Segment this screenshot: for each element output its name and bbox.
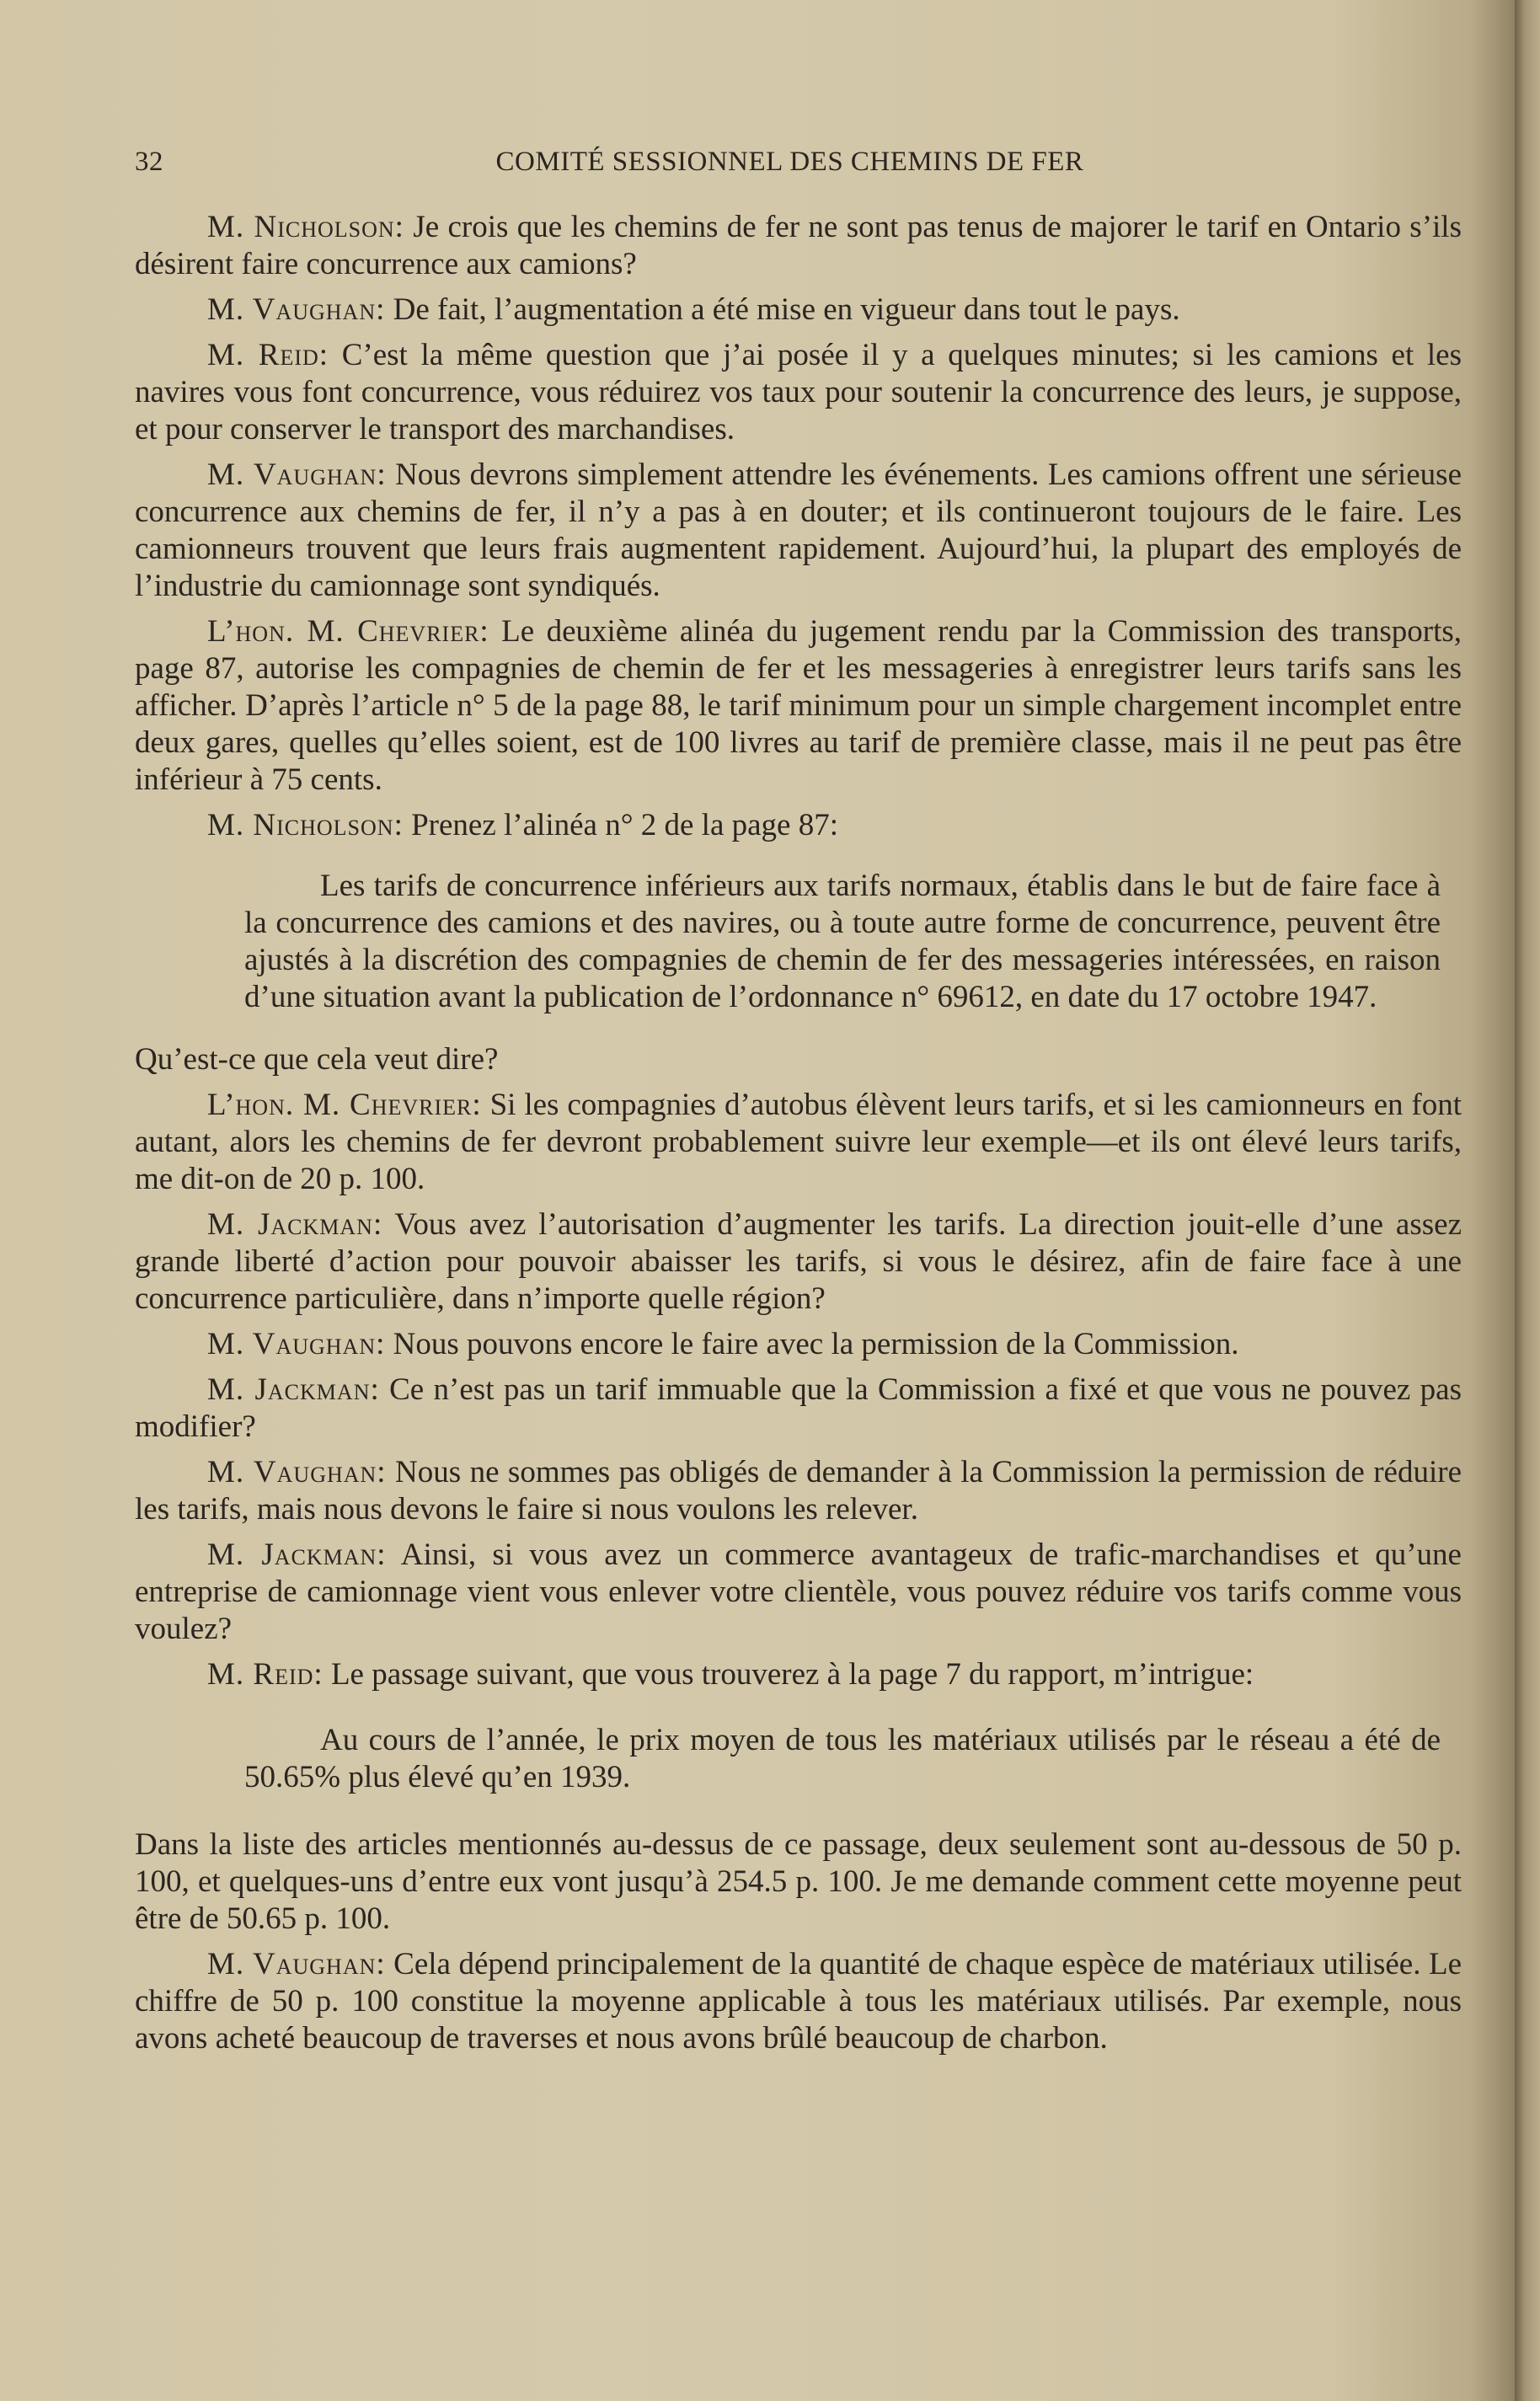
speaker: M. Vaughan: — [207, 1327, 386, 1361]
speech: C’est la même question que j’ai posée il y a quelques minutes; si les camions et les navires vous font concurrence, vous réduirez vos taux pour soutenir la concurrence des leurs, je suppose, et pour conserver le transport des marchandises. — [135, 338, 1462, 447]
speaker: M. Vaughan: — [207, 457, 387, 492]
block-quote: Au cours de l’année, le prix moyen de tous les matériaux utilisés par le réseau a été de 50.65% plus élevé qu’en 1939. — [244, 1723, 1441, 1794]
speech: Le deuxième alinéa du jugement rendu par la Commission des transports, page 87, autorise les compagnies de chemin de fer et les messageries à enregistrer leurs tarifs sans les afficher. D’après l’article n° 5 de la page 88, le tarif minimum pour un simple chargement incomplet entre deux gares, quelles qu’elles soient, est de 100 livres au tarif de première classe, mais il ne peut pas être inférieur à 75 cents. — [135, 614, 1462, 797]
paragraph — [135, 1206, 1462, 1318]
speaker: M. Vaughan: — [207, 292, 386, 327]
speaker: M. Jackman: — [207, 1207, 383, 1242]
page-edge — [1515, 0, 1540, 2401]
speaker: M. Nicholson: — [207, 210, 404, 244]
speaker: M. Vaughan: — [207, 1947, 386, 1981]
speaker: M. Jackman: — [207, 1537, 387, 1572]
speaker: M. Jackman: — [207, 1372, 380, 1407]
speaker: M. Reid: — [207, 1657, 324, 1692]
paragraph — [135, 291, 1462, 329]
speech: De fait, l’augmentation a été mise en vigueur dans tout le pays. — [385, 292, 1180, 327]
speech: Ce n’est pas un tarif immuable que la Commission a fixé et que vous ne pouvez pas modifier? — [135, 1372, 1462, 1444]
paragraph — [135, 807, 1462, 844]
paragraph — [135, 1087, 1462, 1198]
paragraph — [135, 1656, 1462, 1693]
paragraph — [135, 209, 1462, 283]
paragraph — [135, 1537, 1462, 1648]
speech: Ainsi, si vous avez un commerce avantageux de trafic-marchandises et qu’une entreprise de camionnage vient vous enlever votre clientèle, vous pouvez réduire vos tarifs comme vous voulez? — [135, 1537, 1462, 1646]
block-quote: Les tarifs de concurrence inférieurs aux tarifs normaux, établis dans le but de faire face à la concurrence des camions et des navires, ou à toute autre forme de concurrence, peuvent être ajustés à la discrétion des compagnies de chemin de fer des messageries intéressées, en raison d’une situation avant la publication de l’ordonnance n° 69612, en date du 17 octobre 1947. — [244, 869, 1441, 1014]
paragraph: Dans la liste des articles mentionnés au-dessus de ce passage, deux seulement sont au-dessous de 50 p. 100, et quelques-uns d’entre eux vont jusqu’à 254.5 p. 100. Je me demande comment cette moyenne peut être de 50.65 p. 100. — [135, 1827, 1462, 1936]
speech: Je crois que les chemins de fer ne sont pas tenus de majorer le tarif en Ontario s’ils désirent faire concurrence aux camions? — [135, 210, 1462, 281]
speech: Vous avez l’autorisation d’augmenter les tarifs. La direction jouit-elle d’une assez grande liberté d’action pour pouvoir abaisser les tarifs, si vous le désirez, afin de faire face à une concurrence particulière, dans n’importe quelle région? — [135, 1207, 1462, 1316]
speaker: M. Reid: — [207, 338, 329, 372]
speaker: M. Vaughan: — [207, 1455, 387, 1489]
paragraph — [135, 1326, 1462, 1363]
paragraph — [135, 613, 1462, 799]
paragraph — [135, 1946, 1462, 2057]
speech: Nous ne sommes pas obligés de demander à la Commission la permission de réduire les tarifs, mais nous devons le faire si nous voulons les relever. — [135, 1455, 1462, 1527]
paragraph: Qu’est-ce que cela veut dire? — [135, 1042, 499, 1077]
speech: Cela dépend principalement de la quantité de chaque espèce de matériaux utilisée. Le chiffre de 50 p. 100 constitue la moyenne applicable à tous les matériaux utilisés. Par exemple, nous avons acheté beaucoup de traverses et nous avons brûlé beaucoup de charbon. — [135, 1947, 1462, 2056]
paragraph — [135, 1372, 1462, 1446]
paragraph — [135, 1454, 1462, 1528]
page-header — [135, 143, 1462, 180]
paragraph — [135, 337, 1462, 448]
speaker: M. Nicholson: — [207, 808, 404, 842]
speech: Prenez l’alinéa n° 2 de la page 87: — [403, 808, 838, 842]
speech: Nous pouvons encore le faire avec la permission de la Commission. — [385, 1327, 1239, 1361]
speech: Le passage suivant, que vous trouverez à la page 7 du rapport, m’intrigue: — [323, 1657, 1254, 1692]
document-body — [135, 143, 1462, 2066]
speaker: L’hon. M. Chevrier: — [207, 1088, 482, 1122]
speech: Nous devrons simplement attendre les événements. Les camions offrent une sérieuse concurrence aux chemins de fer, il n’y a pas à en douter; et ils continueront toujours de le faire. Les camionneurs trouvent que leurs frais augmentent rapidement. Aujourd’hui, la plupart des employés de l’industrie du camionnage sont syndiqués. — [135, 457, 1462, 603]
speaker: L’hon. M. Chevrier: — [207, 614, 489, 649]
running-title: COMITÉ SESSIONNEL DES CHEMINS DE FER — [495, 147, 1084, 177]
paragraph — [135, 457, 1462, 605]
page-number: 32 — [135, 147, 163, 177]
speech: Si les compagnies d’autobus élèvent leurs tarifs, et si les camionneurs en font autant, alors les chemins de fer devront probablement suivre leur exemple—et ils ont élevé leurs tarifs, me dit-on de 20 p. 100. — [135, 1088, 1462, 1196]
